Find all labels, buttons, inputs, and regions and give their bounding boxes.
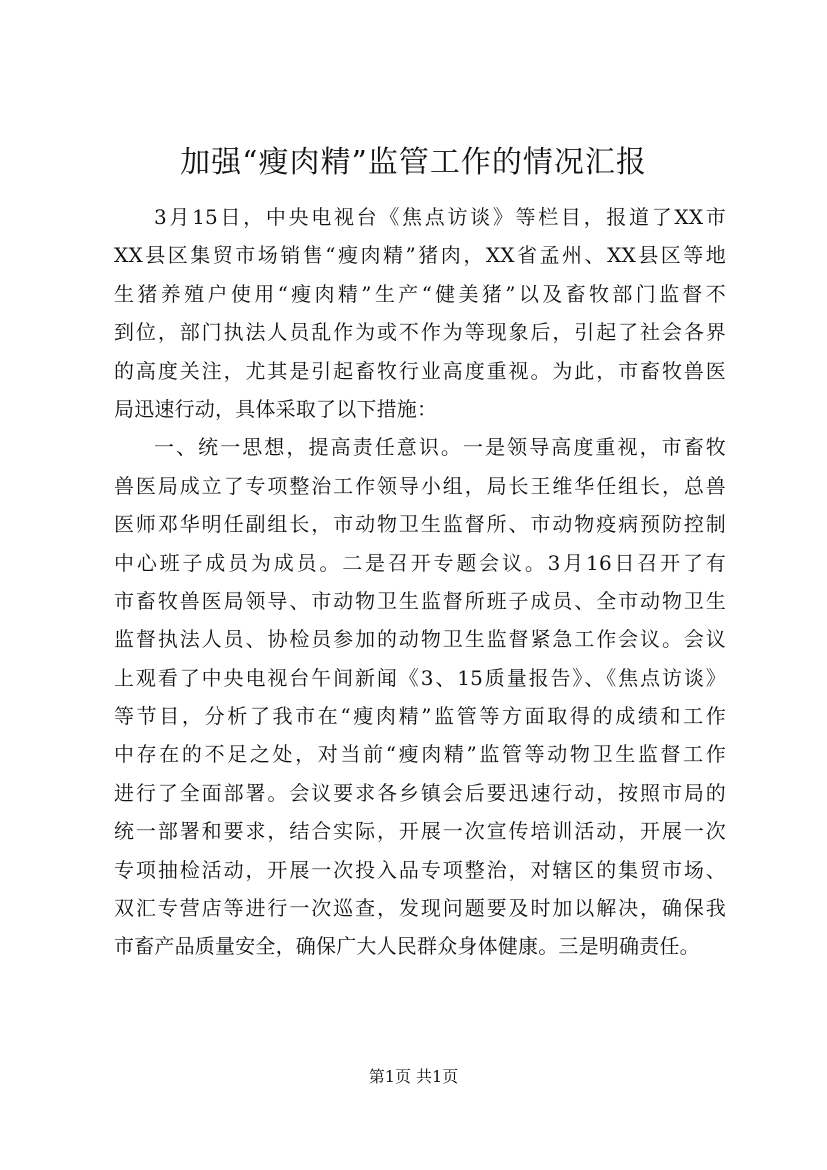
paragraph-line: 一、统一思想，提高责任意识。一是领导高度重视，市畜牧 (154, 435, 726, 460)
paragraph-line: 专项抽检活动，开展一次投入品专项整治，对辖区的集贸市场、 (114, 857, 726, 882)
paragraph-line: 的高度关注，尤其是引起畜牧行业高度重视。为此，市畜牧兽医 (114, 358, 726, 383)
paragraph-line: XX县区集贸市场销售“瘦肉精”猪肉，XX省孟州、XX县区等地 (114, 243, 726, 268)
paragraph-line: 等节目，分析了我市在“瘦肉精”监管等方面取得的成绩和工作 (114, 704, 726, 729)
paragraph-line: 双汇专营店等进行一次巡查，发现问题要及时加以解决，确保我 (114, 896, 726, 921)
paragraph-line: 中存在的不足之处，对当前“瘦肉精”监管等动物卫生监督工作 (114, 742, 726, 767)
paragraph-line: 市畜牧兽医局领导、市动物卫生监督所班子成员、全市动物卫生 (114, 588, 726, 613)
paragraph-line: 进行了全面部署。会议要求各乡镇会后要迅速行动，按照市局的 (114, 780, 726, 805)
paragraph-line: 监督执法人员、协检员参加的动物卫生监督紧急工作会议。会议 (114, 627, 726, 652)
page-footer: 第1页 共1页 (368, 1067, 459, 1086)
paragraph-line: 到位，部门执法人员乱作为或不作为等现象后，引起了社会各界 (114, 320, 726, 345)
paragraph-line: 3月15日，中央电视台《焦点访谈》等栏目，报道了XX市 (154, 205, 726, 229)
paragraph-line: 中心班子成员为成员。二是召开专题会议。3月16日召开了有 (114, 550, 726, 575)
paragraph-line: 统一部署和要求，结合实际，开展一次宣传培训活动，开展一次 (114, 819, 726, 844)
document-title: 加强“瘦肉精”监管工作的情况汇报 (180, 145, 647, 180)
document-body (114, 198, 726, 966)
paragraph-line: 生猪养殖户使用“瘦肉精”生产“健美猪”以及畜牧部门监督不 (114, 281, 726, 306)
paragraph-line: 兽医局成立了专项整治工作领导小组，局长王维华任组长，总兽 (114, 473, 726, 498)
paragraph-line: 上观看了中央电视台午间新闻《3、15质量报告》、《焦点访谈》 (114, 665, 726, 690)
paragraph-line: 市畜产品质量安全，确保广大人民群众身体健康。三是明确责任。 (114, 934, 700, 959)
paragraph-line: 局迅速行动，具体采取了以下措施： (114, 396, 438, 421)
paragraph-line: 医师邓华明任副组长，市动物卫生监督所、市动物疫病预防控制 (114, 512, 726, 537)
